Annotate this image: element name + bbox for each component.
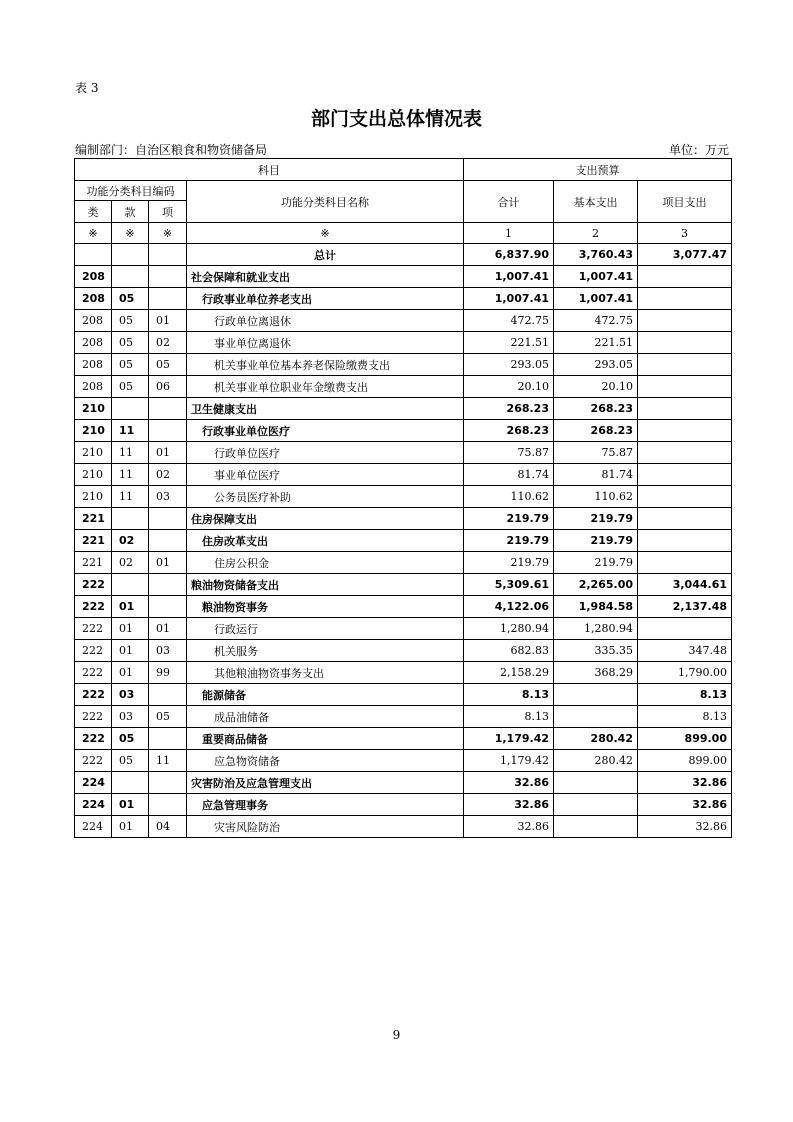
- amount-project: [638, 442, 732, 464]
- code-lei: 210: [75, 464, 112, 486]
- code-xiang: 05: [149, 706, 187, 728]
- code-lei: 208: [75, 376, 112, 398]
- subject-name: 应急管理事务: [187, 794, 464, 816]
- code-lei: 222: [75, 662, 112, 684]
- amount-project: [638, 310, 732, 332]
- amount-basic: 1,984.58: [554, 596, 638, 618]
- code-kuan: 01: [112, 816, 149, 838]
- subject-name: 能源储备: [187, 684, 464, 706]
- code-lei: 222: [75, 728, 112, 750]
- amount-basic: 219.79: [554, 552, 638, 574]
- amount-project: 347.48: [638, 640, 732, 662]
- code-kuan: 11: [112, 464, 149, 486]
- code-xiang: [149, 794, 187, 816]
- table-row: [75, 310, 732, 332]
- code-kuan: 05: [112, 310, 149, 332]
- amount-total: 20.10: [464, 376, 554, 398]
- code-xiang: [149, 596, 187, 618]
- header-row-2: [75, 181, 732, 201]
- table-row: [75, 772, 732, 794]
- header-xiang: 项: [149, 201, 187, 223]
- table-row: [75, 794, 732, 816]
- code-xiang: 11: [149, 750, 187, 772]
- table-row: [75, 376, 732, 398]
- code-lei: 210: [75, 486, 112, 508]
- subject-name: 公务员医疗补助: [187, 486, 464, 508]
- code-kuan: [112, 398, 149, 420]
- table-row: [75, 662, 732, 684]
- code-kuan: 02: [112, 530, 149, 552]
- code-xiang: 01: [149, 310, 187, 332]
- code-xiang: 99: [149, 662, 187, 684]
- mark-name: ※: [187, 223, 464, 244]
- code-kuan: [112, 772, 149, 794]
- code-xiang: 05: [149, 354, 187, 376]
- subject-name: 住房保障支出: [187, 508, 464, 530]
- amount-basic: [554, 772, 638, 794]
- amount-total: 8.13: [464, 706, 554, 728]
- amount-basic: 335.35: [554, 640, 638, 662]
- amount-project: [638, 266, 732, 288]
- header-row-4: [75, 223, 732, 244]
- amount-project: [638, 376, 732, 398]
- subject-name: 社会保障和就业支出: [187, 266, 464, 288]
- code-lei: 210: [75, 442, 112, 464]
- code-xiang: [149, 288, 187, 310]
- col-index-2: 2: [554, 223, 638, 244]
- code-kuan: [112, 508, 149, 530]
- code-lei: 208: [75, 310, 112, 332]
- code-xiang: [149, 420, 187, 442]
- table-row: [75, 706, 732, 728]
- subject-name: 粮油物资储备支出: [187, 574, 464, 596]
- code-xiang: [149, 244, 187, 266]
- amount-project: [638, 486, 732, 508]
- amount-basic: [554, 794, 638, 816]
- code-xiang: [149, 684, 187, 706]
- code-kuan: 01: [112, 618, 149, 640]
- amount-basic: 2,265.00: [554, 574, 638, 596]
- code-lei: 222: [75, 574, 112, 596]
- amount-basic: 293.05: [554, 354, 638, 376]
- code-kuan: 11: [112, 442, 149, 464]
- code-lei: 221: [75, 530, 112, 552]
- code-lei: 208: [75, 332, 112, 354]
- amount-project: [638, 420, 732, 442]
- amount-basic: [554, 706, 638, 728]
- subject-name: 行政运行: [187, 618, 464, 640]
- amount-total: 1,280.94: [464, 618, 554, 640]
- amount-project: [638, 618, 732, 640]
- table-row: [75, 442, 732, 464]
- code-lei: 221: [75, 552, 112, 574]
- amount-project: 8.13: [638, 684, 732, 706]
- header-lei: 类: [75, 201, 112, 223]
- code-lei: 224: [75, 772, 112, 794]
- subject-name: 总计: [187, 244, 464, 266]
- amount-project: 899.00: [638, 750, 732, 772]
- code-lei: 221: [75, 508, 112, 530]
- subject-name: 其他粮油物资事务支出: [187, 662, 464, 684]
- amount-basic: 219.79: [554, 530, 638, 552]
- table-row: [75, 266, 732, 288]
- table-row: [75, 552, 732, 574]
- mark-lei: ※: [75, 223, 112, 244]
- subject-name: 重要商品储备: [187, 728, 464, 750]
- amount-basic: 280.42: [554, 728, 638, 750]
- amount-total: 1,007.41: [464, 266, 554, 288]
- amount-total: 110.62: [464, 486, 554, 508]
- amount-basic: 1,280.94: [554, 618, 638, 640]
- code-kuan: 01: [112, 640, 149, 662]
- code-xiang: 04: [149, 816, 187, 838]
- table-row: [75, 530, 732, 552]
- amount-project: 1,790.00: [638, 662, 732, 684]
- table-row: [75, 574, 732, 596]
- amount-total: 219.79: [464, 508, 554, 530]
- table-row: [75, 244, 732, 266]
- amount-project: [638, 530, 732, 552]
- table-row: [75, 596, 732, 618]
- amount-basic: 1,007.41: [554, 266, 638, 288]
- code-lei: 224: [75, 816, 112, 838]
- table-row: [75, 618, 732, 640]
- code-kuan: [112, 574, 149, 596]
- amount-basic: 472.75: [554, 310, 638, 332]
- amount-basic: 1,007.41: [554, 288, 638, 310]
- code-kuan: 05: [112, 354, 149, 376]
- table-row: [75, 354, 732, 376]
- code-xiang: 06: [149, 376, 187, 398]
- code-xiang: 01: [149, 618, 187, 640]
- code-lei: 224: [75, 794, 112, 816]
- code-lei: [75, 244, 112, 266]
- mark-kuan: ※: [112, 223, 149, 244]
- table-row: [75, 288, 732, 310]
- amount-basic: 3,760.43: [554, 244, 638, 266]
- amount-basic: 268.23: [554, 398, 638, 420]
- amount-project: 3,044.61: [638, 574, 732, 596]
- subject-name: 灾害风险防治: [187, 816, 464, 838]
- code-xiang: 02: [149, 332, 187, 354]
- code-lei: 208: [75, 288, 112, 310]
- amount-basic: [554, 816, 638, 838]
- code-lei: 208: [75, 266, 112, 288]
- amount-total: 6,837.90: [464, 244, 554, 266]
- code-kuan: 05: [112, 376, 149, 398]
- subject-name: 行政单位离退休: [187, 310, 464, 332]
- subject-name: 机关服务: [187, 640, 464, 662]
- code-xiang: [149, 266, 187, 288]
- subject-name: 卫生健康支出: [187, 398, 464, 420]
- code-xiang: 01: [149, 552, 187, 574]
- header-code-group: 功能分类科目编码: [75, 181, 187, 201]
- amount-project: 32.86: [638, 772, 732, 794]
- amount-basic: 368.29: [554, 662, 638, 684]
- subject-name: 行政事业单位医疗: [187, 420, 464, 442]
- code-xiang: [149, 508, 187, 530]
- amount-basic: 268.23: [554, 420, 638, 442]
- code-lei: 210: [75, 398, 112, 420]
- code-kuan: 05: [112, 288, 149, 310]
- subject-name: 事业单位离退休: [187, 332, 464, 354]
- code-kuan: 01: [112, 596, 149, 618]
- table-row: [75, 420, 732, 442]
- subject-name: 事业单位医疗: [187, 464, 464, 486]
- code-kuan: 11: [112, 420, 149, 442]
- table-row: [75, 728, 732, 750]
- amount-basic: 81.74: [554, 464, 638, 486]
- code-kuan: 01: [112, 794, 149, 816]
- col-index-3: 3: [638, 223, 732, 244]
- table-row: [75, 464, 732, 486]
- header-kuan: 款: [112, 201, 149, 223]
- amount-basic: 20.10: [554, 376, 638, 398]
- header-name: 功能分类科目名称: [187, 181, 464, 223]
- code-xiang: [149, 574, 187, 596]
- code-lei: 222: [75, 750, 112, 772]
- col-index-1: 1: [464, 223, 554, 244]
- subject-name: 行政事业单位养老支出: [187, 288, 464, 310]
- code-lei: 222: [75, 706, 112, 728]
- amount-project: 2,137.48: [638, 596, 732, 618]
- subject-name: 机关事业单位基本养老保险缴费支出: [187, 354, 464, 376]
- amount-project: [638, 354, 732, 376]
- header-row-1: [75, 159, 732, 181]
- amount-project: [638, 552, 732, 574]
- amount-total: 81.74: [464, 464, 554, 486]
- header-basic: 基本支出: [554, 181, 638, 223]
- code-lei: 210: [75, 420, 112, 442]
- amount-total: 1,007.41: [464, 288, 554, 310]
- amount-total: 221.51: [464, 332, 554, 354]
- code-xiang: 03: [149, 640, 187, 662]
- table-row: [75, 332, 732, 354]
- code-kuan: 03: [112, 706, 149, 728]
- amount-project: 32.86: [638, 794, 732, 816]
- amount-total: 472.75: [464, 310, 554, 332]
- amount-total: 5,309.61: [464, 574, 554, 596]
- subject-name: 行政单位医疗: [187, 442, 464, 464]
- amount-project: [638, 398, 732, 420]
- code-xiang: [149, 530, 187, 552]
- unit-label: 单位：万元: [668, 143, 729, 157]
- code-xiang: [149, 398, 187, 420]
- table-row: [75, 398, 732, 420]
- code-lei: 222: [75, 684, 112, 706]
- amount-total: 32.86: [464, 816, 554, 838]
- table-row: [75, 508, 732, 530]
- code-xiang: 02: [149, 464, 187, 486]
- amount-total: 268.23: [464, 420, 554, 442]
- code-kuan: [112, 266, 149, 288]
- code-kuan: 05: [112, 332, 149, 354]
- amount-project: 899.00: [638, 728, 732, 750]
- amount-project: [638, 332, 732, 354]
- code-xiang: [149, 728, 187, 750]
- code-kuan: 05: [112, 750, 149, 772]
- table-row: [75, 750, 732, 772]
- subject-name: 住房公积金: [187, 552, 464, 574]
- amount-total: 75.87: [464, 442, 554, 464]
- code-xiang: [149, 772, 187, 794]
- header-budget: 支出预算: [464, 159, 732, 181]
- subject-name: 粮油物资事务: [187, 596, 464, 618]
- subject-name: 住房改革支出: [187, 530, 464, 552]
- subject-name: 机关事业单位职业年金缴费支出: [187, 376, 464, 398]
- amount-total: 8.13: [464, 684, 554, 706]
- code-xiang: 03: [149, 486, 187, 508]
- table-label: 表 3: [75, 81, 99, 95]
- code-lei: 222: [75, 618, 112, 640]
- amount-total: 2,158.29: [464, 662, 554, 684]
- page-number: 9: [392, 1028, 401, 1042]
- amount-total: 4,122.06: [464, 596, 554, 618]
- amount-project: 8.13: [638, 706, 732, 728]
- amount-total: 32.86: [464, 794, 554, 816]
- amount-basic: [554, 684, 638, 706]
- amount-project: [638, 288, 732, 310]
- amount-basic: 280.42: [554, 750, 638, 772]
- amount-total: 32.86: [464, 772, 554, 794]
- table-row: [75, 816, 732, 838]
- table-row: [75, 486, 732, 508]
- amount-basic: 219.79: [554, 508, 638, 530]
- amount-total: 293.05: [464, 354, 554, 376]
- code-xiang: 01: [149, 442, 187, 464]
- mark-xiang: ※: [149, 223, 187, 244]
- code-kuan: 11: [112, 486, 149, 508]
- code-kuan: 02: [112, 552, 149, 574]
- amount-total: 219.79: [464, 530, 554, 552]
- header-subject: 科目: [75, 159, 464, 181]
- code-kuan: 05: [112, 728, 149, 750]
- page-title: 部门支出总体情况表: [310, 108, 482, 130]
- code-lei: 208: [75, 354, 112, 376]
- subject-name: 应急物资储备: [187, 750, 464, 772]
- amount-project: [638, 464, 732, 486]
- code-lei: 222: [75, 640, 112, 662]
- code-lei: 222: [75, 596, 112, 618]
- amount-project: 3,077.47: [638, 244, 732, 266]
- amount-total: 1,179.42: [464, 750, 554, 772]
- amount-total: 1,179.42: [464, 728, 554, 750]
- amount-basic: 110.62: [554, 486, 638, 508]
- code-kuan: 03: [112, 684, 149, 706]
- table-row: [75, 640, 732, 662]
- amount-total: 682.83: [464, 640, 554, 662]
- amount-project: [638, 508, 732, 530]
- subject-name: 成品油储备: [187, 706, 464, 728]
- amount-basic: 221.51: [554, 332, 638, 354]
- amount-total: 219.79: [464, 552, 554, 574]
- header-total: 合计: [464, 181, 554, 223]
- code-kuan: 01: [112, 662, 149, 684]
- department-label: 编制部门：自治区粮食和物资储备局: [75, 143, 268, 157]
- code-kuan: [112, 244, 149, 266]
- amount-total: 268.23: [464, 398, 554, 420]
- expenditure-table: [74, 158, 732, 838]
- amount-basic: 75.87: [554, 442, 638, 464]
- header-project: 项目支出: [638, 181, 732, 223]
- amount-project: 32.86: [638, 816, 732, 838]
- table-row: [75, 684, 732, 706]
- subject-name: 灾害防治及应急管理支出: [187, 772, 464, 794]
